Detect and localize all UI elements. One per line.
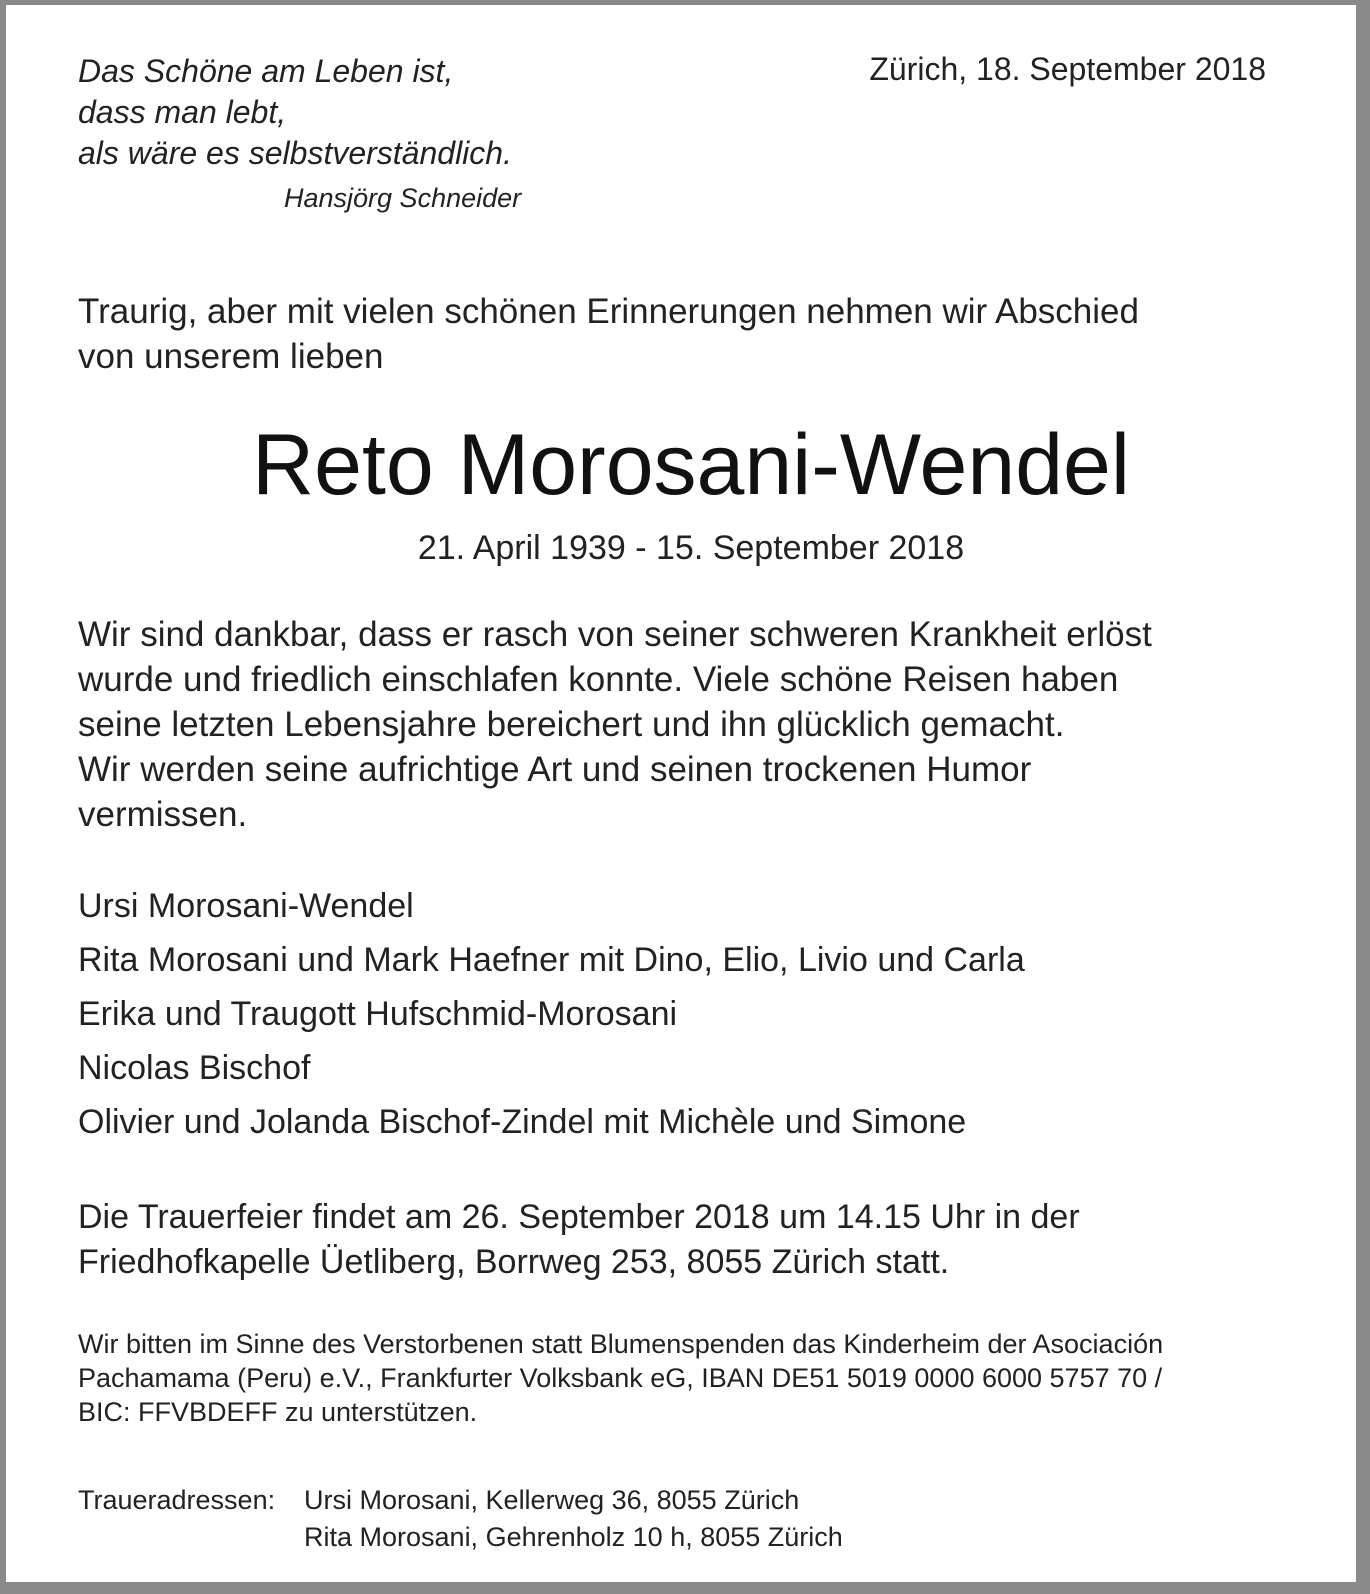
ceremony-line: Friedhofkapelle Üetliberg, Borrweg 253, 8055 Zürich statt. [78,1243,950,1281]
donation-line: BIC: FFVBDEFF zu unterstützen. [78,1397,478,1427]
donation-request [78,1327,1163,1429]
mourning-addresses-label: Traueradressen: [78,1485,276,1515]
mourning-address: Ursi Morosani, Kellerweg 36, 8055 Zürich [304,1485,800,1515]
tribute-line: Wir sind dankbar, dass er rasch von seiner schweren Krankheit erlöst [78,615,1152,654]
intro-line: Traurig, aber mit vielen schönen Erinnerungen nehmen wir Abschied [78,292,1139,331]
intro-text [78,289,1139,379]
mourners-list [78,879,1025,1149]
intro-line: von unserem lieben [78,337,384,376]
mourner-entry: Nicolas Bischof [78,1049,311,1087]
tribute-line: vermissen. [78,795,248,834]
epigraph-quote [78,51,512,174]
funeral-ceremony-info [78,1195,1080,1285]
tribute-line: wurde und friedlich einschlafen konnte. Viele schöne Reisen haben [78,660,1119,699]
donation-line: Pachamama (Peru) e.V., Frankfurter Volksbank eG, IBAN DE51 5019 0000 6000 5757 70 / [78,1363,1163,1393]
ceremony-line: Die Trauerfeier findet am 26. September 2018 um 14.15 Uhr in der [78,1198,1080,1236]
place-date: Zürich, 18. September 2018 [869,51,1266,87]
quote-line: Das Schöne am Leben ist, [78,53,454,89]
tribute-line: Wir werden seine aufrichtige Art und seinen trockenen Humor [78,750,1032,789]
quote-line: dass man lebt, [78,94,287,130]
quote-line: als wäre es selbstverständlich. [78,135,512,171]
tribute-line: seine letzten Lebensjahre bereichert und ihn glücklich gemacht. [78,705,1065,744]
deceased-lifespan: 21. April 1939 - 15. September 2018 [417,529,965,567]
mourner-entry: Rita Morosani und Mark Haefner mit Dino, Elio, Livio und Carla [78,941,1025,979]
quote-author: Hansjörg Schneider [284,183,522,213]
mourning-address: Rita Morosani, Gehrenholz 10 h, 8055 Zürich [304,1522,843,1552]
mourner-entry: Erika und Traugott Hufschmid-Morosani [78,995,678,1033]
mourner-entry: Ursi Morosani-Wendel [78,887,414,925]
donation-line: Wir bitten im Sinne des Verstorbenen statt Blumenspenden das Kinderheim der Asociación [78,1329,1164,1359]
mourner-entry: Olivier und Jolanda Bischof-Zindel mit Michèle und Simone [78,1103,967,1141]
tribute-text [78,612,1152,837]
deceased-name: Reto Morosani-Wendel [252,417,1130,513]
